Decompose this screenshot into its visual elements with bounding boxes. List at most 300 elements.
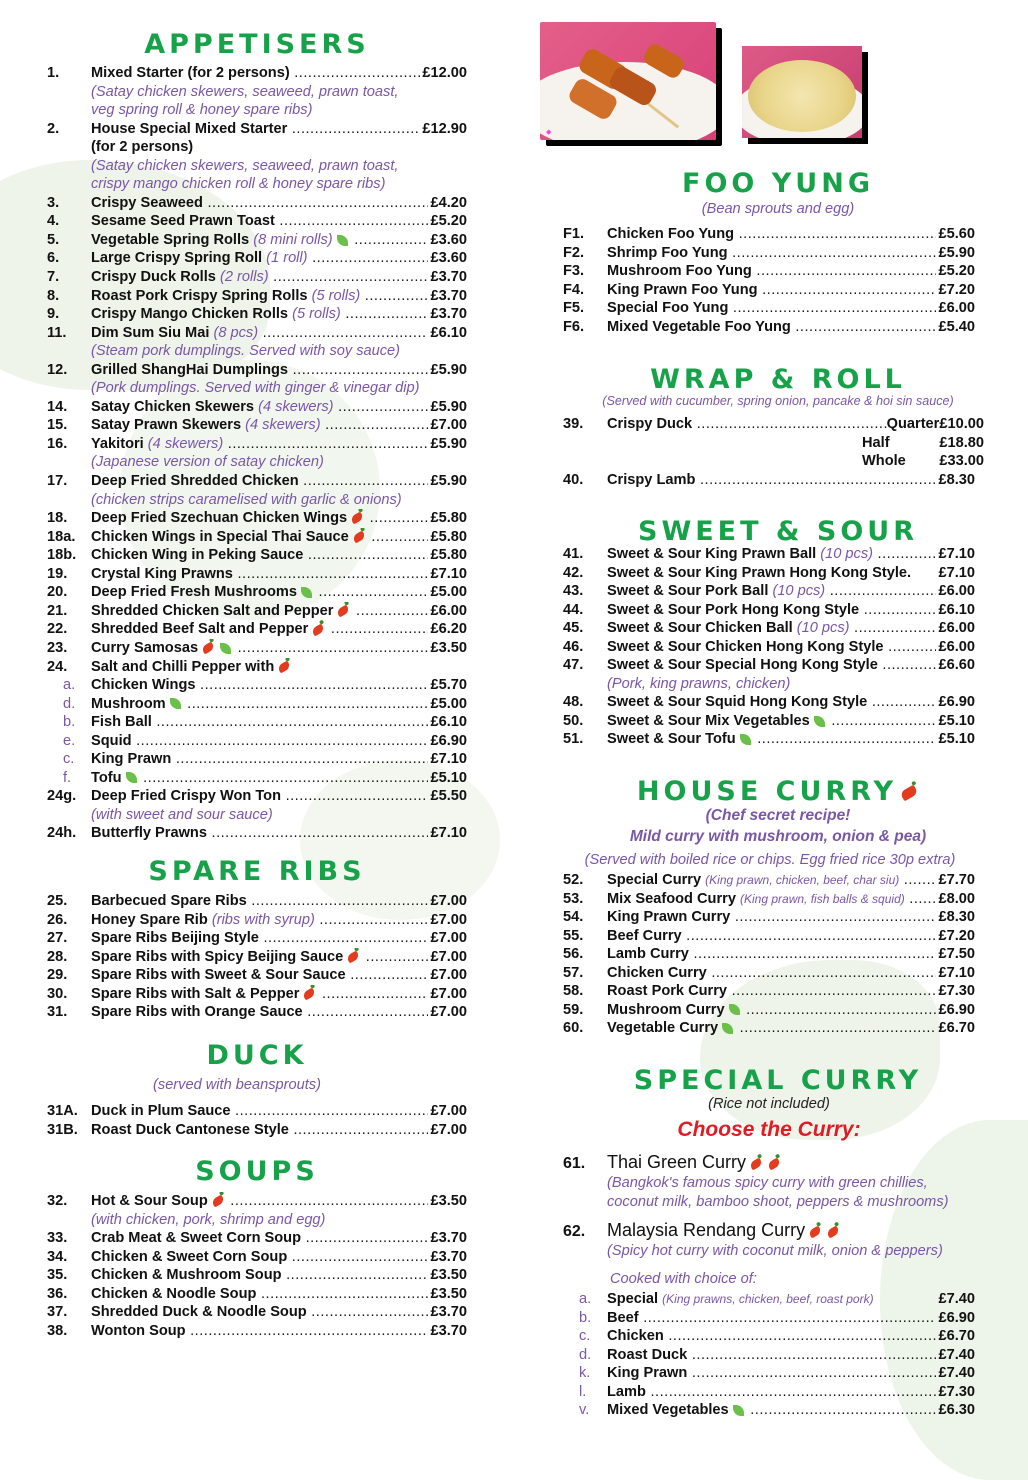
item-name bbox=[91, 1121, 428, 1140]
item-description: (with sweet and sour sauce) bbox=[91, 806, 273, 823]
appetisers-list bbox=[47, 64, 467, 843]
item-number: 46. bbox=[563, 638, 584, 655]
item-description: (Bangkok's famous spicy curry with green chillies, bbox=[607, 1175, 928, 1191]
item-number: 22. bbox=[47, 621, 68, 638]
menu-item bbox=[563, 693, 975, 712]
menu-item bbox=[47, 929, 467, 948]
item-number: 42. bbox=[563, 564, 584, 581]
item-detail: (King prawn, fish balls & squid) bbox=[740, 891, 905, 906]
menu-item bbox=[47, 120, 467, 139]
item-price: £5.20 bbox=[938, 263, 975, 280]
curry-choices-list bbox=[563, 1290, 975, 1420]
item-name bbox=[607, 964, 936, 983]
item-number: 12. bbox=[47, 361, 68, 378]
chili-icon bbox=[302, 987, 316, 1000]
item-number: 54. bbox=[563, 909, 584, 926]
special-curry-note: (Rice not included) bbox=[708, 1096, 830, 1112]
item-description: (Japanese version of satay chicken) bbox=[91, 454, 324, 471]
item-number: F6. bbox=[563, 318, 585, 335]
item-name-text: Shredded Duck & Noodle Soup bbox=[91, 1304, 307, 1321]
item-number: 24g. bbox=[47, 788, 77, 805]
foo-yung-list bbox=[563, 225, 975, 336]
item-price: £6.30 bbox=[938, 1402, 975, 1419]
item-letter: b. bbox=[63, 714, 76, 731]
veg-leaf-icon bbox=[170, 698, 181, 709]
item-name-text: Chicken Foo Yung bbox=[607, 226, 735, 242]
item-name-text: Mushroom bbox=[91, 695, 166, 712]
item-price: £6.00 bbox=[938, 620, 975, 637]
item-price: £5.70 bbox=[430, 677, 467, 694]
item-name bbox=[91, 966, 428, 985]
item-name bbox=[91, 892, 428, 911]
item-number: 31A. bbox=[47, 1103, 78, 1119]
item-price: £8.30 bbox=[938, 909, 975, 926]
item-name bbox=[91, 824, 428, 843]
menu-item bbox=[47, 231, 467, 250]
section-title-foo-yung: FOO YUNG bbox=[682, 168, 874, 199]
item-letter: e. bbox=[63, 732, 76, 749]
item-number: 2. bbox=[47, 120, 60, 137]
item-price: £5.00 bbox=[430, 695, 467, 712]
menu-item bbox=[47, 787, 467, 806]
item-name bbox=[91, 948, 428, 967]
item-name bbox=[607, 318, 936, 337]
choice-label: Cooked with choice of: bbox=[610, 1271, 757, 1287]
item-number: F1. bbox=[563, 226, 585, 242]
item-name bbox=[91, 1003, 428, 1022]
item-price: £6.10 bbox=[938, 601, 975, 618]
item-price: £3.60 bbox=[430, 250, 467, 267]
item-number: 9. bbox=[47, 306, 60, 323]
item-name-text: Special bbox=[607, 1291, 659, 1307]
section-title-duck: DUCK bbox=[206, 1040, 308, 1071]
item-price: £5.10 bbox=[430, 769, 467, 786]
chili-icon bbox=[808, 1226, 822, 1239]
item-name bbox=[607, 890, 936, 909]
item-description: (Pork, king prawns, chicken) bbox=[607, 675, 791, 692]
item-price: £7.40 bbox=[938, 1346, 975, 1363]
item-name: Crispy Lamb ..... bbox=[607, 471, 936, 490]
item-name-text: Chicken Wings in Special Thai Sauce bbox=[91, 528, 349, 545]
menu-item bbox=[47, 658, 467, 677]
item-number: 24. bbox=[47, 658, 68, 675]
menu-item bbox=[563, 1290, 975, 1309]
item-name-text: Mixed Vegetables bbox=[607, 1402, 729, 1419]
item-number: 30. bbox=[47, 985, 68, 1002]
item-number: 27. bbox=[47, 930, 68, 947]
chili-icon bbox=[767, 1158, 781, 1171]
item-number: 20. bbox=[47, 584, 68, 601]
item-name-text: Spare Ribs with Salt & Pepper bbox=[91, 985, 300, 1002]
item-name bbox=[607, 262, 936, 281]
wrap-roll-subtitle: (Served with cucumber, spring onion, pancake & hoi sin sauce) bbox=[602, 394, 954, 408]
item-name-text: Sweet & Sour Pork Ball bbox=[607, 583, 769, 600]
item-price: £6.20 bbox=[430, 621, 467, 638]
item-name-text: Mushroom Foo Yung bbox=[607, 263, 752, 280]
item-name-text: Special Curry bbox=[607, 872, 702, 888]
item-number: 8. bbox=[47, 287, 60, 304]
menu-item bbox=[47, 565, 467, 584]
item-name-text: Crispy Mango Chicken Rolls bbox=[91, 306, 289, 323]
special-curry-item bbox=[563, 1150, 993, 1174]
item-letter: v. bbox=[579, 1402, 590, 1419]
menu-item bbox=[47, 361, 467, 380]
item-price: £7.10 bbox=[430, 825, 467, 842]
section-title-house-curry bbox=[637, 778, 919, 805]
item-name bbox=[607, 927, 936, 946]
item-price: £7.00 bbox=[430, 948, 467, 965]
item-number: 32. bbox=[47, 1193, 68, 1209]
item-number: 18b. bbox=[47, 547, 77, 564]
chili-icon bbox=[350, 512, 364, 525]
item-name bbox=[91, 287, 428, 306]
item-name bbox=[607, 299, 936, 318]
item-number: 58. bbox=[563, 983, 584, 1000]
item-name bbox=[607, 982, 936, 1001]
item-name-text: Duck in Plum Sauce bbox=[91, 1103, 231, 1119]
menu-item bbox=[563, 712, 975, 731]
item-name-text: Roast Duck Cantonese Style bbox=[91, 1121, 289, 1138]
item-name-text: King Prawn Foo Yung bbox=[607, 281, 758, 298]
item-name bbox=[607, 545, 936, 564]
item-name-text: Crab Meat & Sweet Corn Soup bbox=[91, 1230, 302, 1247]
item-description: crispy mango chicken roll & honey spare ribs) bbox=[91, 176, 386, 193]
item-price: £3.50 bbox=[430, 1285, 467, 1302]
item-name bbox=[91, 565, 428, 584]
item-name bbox=[91, 231, 428, 250]
item-name-text: Satay Prawn Skewers bbox=[91, 417, 242, 434]
item-price: £5.80 bbox=[430, 528, 467, 545]
item-detail: (4 skewers) bbox=[258, 398, 334, 415]
menu-item bbox=[47, 1192, 467, 1211]
item-name-text: House Special Mixed Starter bbox=[91, 120, 288, 137]
item-name bbox=[91, 985, 428, 1004]
veg-leaf-icon bbox=[722, 1023, 733, 1034]
item-name bbox=[91, 713, 428, 732]
menu-item bbox=[563, 982, 975, 1001]
menu-item bbox=[563, 871, 975, 890]
item-price: £5.10 bbox=[938, 731, 975, 748]
item-name bbox=[607, 871, 936, 890]
chili-icon bbox=[277, 660, 291, 673]
item-number: 37. bbox=[47, 1304, 68, 1321]
item-name bbox=[91, 676, 428, 695]
item-name bbox=[607, 945, 936, 964]
menu-item bbox=[47, 602, 467, 621]
item-name: Malaysia Rendang Curry bbox=[607, 1220, 806, 1240]
item-name bbox=[607, 281, 936, 300]
item-name-text: Sweet & Sour Chicken Ball bbox=[607, 620, 793, 637]
section-title-soups: SOUPS bbox=[195, 1156, 319, 1187]
item-number: 50. bbox=[563, 712, 584, 729]
item-name-text: Lamb Curry bbox=[607, 946, 689, 963]
item-price: £7.20 bbox=[938, 927, 975, 944]
wrap-roll-list bbox=[563, 415, 984, 489]
item-name-text: Crispy Seaweed bbox=[91, 194, 203, 211]
menu-item bbox=[563, 638, 975, 657]
item-name-text: Spare Ribs Beijing Style bbox=[91, 930, 259, 947]
item-number: 45. bbox=[563, 620, 584, 637]
choose-curry-label: Choose the Curry: bbox=[677, 1118, 861, 1141]
item-name bbox=[91, 658, 467, 677]
item-name-text: Deep Fried Crispy Won Ton bbox=[91, 788, 282, 805]
item-price: £3.70 bbox=[430, 269, 467, 286]
menu-item bbox=[563, 601, 975, 620]
item-number: 11. bbox=[47, 324, 67, 341]
item-name bbox=[607, 1364, 936, 1383]
item-name bbox=[91, 911, 428, 930]
item-number: 36. bbox=[47, 1285, 68, 1302]
item-name bbox=[91, 1285, 428, 1304]
chili-icon bbox=[900, 784, 919, 801]
item-name-text: Yakitori bbox=[91, 435, 144, 452]
item-name-text: Special Foo Yung bbox=[607, 300, 729, 317]
item-name bbox=[91, 324, 428, 343]
item-name-text: Grilled ShangHai Dumplings bbox=[91, 361, 289, 378]
item-number: 52. bbox=[563, 872, 584, 888]
item-name-text: Vegetable Curry bbox=[607, 1020, 719, 1037]
item-name bbox=[91, 305, 428, 324]
item-name bbox=[607, 564, 936, 583]
item-number: 35. bbox=[47, 1267, 68, 1284]
house-curry-note: (Served with boiled rice or chips. Egg fried rice 30p extra) bbox=[584, 852, 956, 868]
item-name bbox=[91, 602, 428, 621]
veg-leaf-icon bbox=[301, 587, 312, 598]
menu-item bbox=[47, 892, 467, 911]
item-number: 61. bbox=[563, 1155, 586, 1172]
item-name-text: King Prawn bbox=[91, 751, 172, 768]
item-number: 47. bbox=[563, 657, 584, 674]
chili-icon bbox=[346, 950, 360, 963]
item-detail: (ribs with syrup) bbox=[211, 911, 315, 928]
menu-item bbox=[47, 212, 467, 231]
item-price: £5.90 bbox=[430, 473, 467, 490]
item-name bbox=[607, 1401, 936, 1420]
menu-item bbox=[47, 1322, 467, 1341]
item-price: £7.50 bbox=[938, 946, 975, 963]
item-name bbox=[607, 693, 936, 712]
item-price: £3.50 bbox=[430, 639, 467, 656]
size-label: Quarter bbox=[886, 416, 940, 432]
item-number: 6. bbox=[47, 250, 60, 267]
item-letter: c. bbox=[63, 751, 75, 768]
item-name-text: Shrimp Foo Yung bbox=[607, 244, 728, 261]
item-price: £18.80 bbox=[939, 434, 984, 451]
item-name-text: Satay Chicken Skewers bbox=[91, 398, 255, 415]
item-price: £5.90 bbox=[938, 244, 975, 261]
item-note: (for 2 persons) bbox=[91, 139, 194, 156]
item-name bbox=[91, 268, 428, 287]
menu-item bbox=[563, 1001, 975, 1020]
item-name-text: Spare Ribs with Spicy Beijing Sauce bbox=[91, 948, 344, 965]
item-name bbox=[91, 1266, 428, 1285]
item-price: £3.70 bbox=[430, 1322, 467, 1339]
item-letter: k. bbox=[579, 1365, 591, 1382]
chili-icon bbox=[311, 623, 325, 636]
item-number: 40. bbox=[563, 471, 584, 488]
item-name bbox=[91, 583, 428, 602]
menu-item bbox=[563, 890, 975, 909]
item-number: 60. bbox=[563, 1020, 584, 1037]
item-name-text: Chicken & Noodle Soup bbox=[91, 1285, 257, 1302]
item-name-text: Crystal King Prawns bbox=[91, 565, 233, 582]
item-price: £8.30 bbox=[938, 471, 975, 488]
item-price: £7.00 bbox=[430, 967, 467, 984]
menu-item bbox=[47, 583, 467, 602]
veg-leaf-icon bbox=[729, 1004, 740, 1015]
item-name: Crispy Duck ..... bbox=[607, 415, 887, 434]
item-number: 1. bbox=[47, 65, 60, 81]
item-description: (with chicken, pork, shrimp and egg) bbox=[91, 1211, 326, 1228]
item-name bbox=[91, 416, 428, 435]
section-title-wrap-roll: WRAP & ROLL bbox=[650, 364, 906, 395]
veg-leaf-icon bbox=[126, 772, 137, 783]
menu-item bbox=[563, 1401, 975, 1420]
section-title-appetisers: APPETISERS bbox=[144, 29, 370, 60]
item-name-text: Sweet & Sour King Prawn Ball bbox=[607, 546, 817, 562]
item-name-text: Squid bbox=[91, 732, 132, 749]
menu-item bbox=[47, 1102, 467, 1121]
house-curry-chef-line: Mild curry with mushroom, onion & pea) bbox=[629, 828, 927, 845]
menu-item bbox=[47, 769, 467, 788]
item-number: F4. bbox=[563, 281, 585, 298]
item-number: 57. bbox=[563, 964, 584, 981]
item-description: veg spring roll & honey spare ribs) bbox=[91, 102, 313, 119]
item-number: 43. bbox=[563, 583, 584, 600]
item-price: £5.80 bbox=[430, 510, 467, 527]
menu-item bbox=[563, 908, 975, 927]
item-detail: (10 pcs) bbox=[796, 620, 850, 637]
item-name-text: Fish Ball bbox=[91, 714, 152, 731]
item-name bbox=[607, 1290, 936, 1309]
item-number: 34. bbox=[47, 1248, 68, 1265]
spare-ribs-list bbox=[47, 892, 467, 1022]
item-number: 31. bbox=[47, 1004, 68, 1021]
item-name-text: Large Crispy Spring Roll bbox=[91, 250, 263, 267]
item-price: £5.90 bbox=[430, 398, 467, 415]
item-name-text: Spare Ribs with Orange Sauce bbox=[91, 1004, 303, 1021]
item-name-text: Hot & Sour Soup bbox=[91, 1193, 208, 1209]
item-number: 28. bbox=[47, 948, 68, 965]
item-price: £5.20 bbox=[430, 213, 467, 230]
item-price: £3.50 bbox=[430, 1267, 467, 1284]
veg-leaf-icon bbox=[814, 716, 825, 727]
item-number: 16. bbox=[47, 435, 68, 452]
item-detail: (10 pcs) bbox=[772, 583, 826, 600]
item-name-text: Sesame Seed Prawn Toast bbox=[91, 213, 275, 230]
item-number: 17. bbox=[47, 473, 68, 490]
item-name bbox=[91, 929, 428, 948]
item-name bbox=[91, 1229, 428, 1248]
item-name bbox=[607, 1327, 936, 1346]
item-name-text: Deep Fried Fresh Mushrooms bbox=[91, 584, 297, 601]
menu-item bbox=[47, 287, 467, 306]
menu-item bbox=[47, 639, 467, 658]
house-curry-title-text: HOUSE CURRY bbox=[636, 776, 898, 807]
menu-item bbox=[563, 1309, 975, 1328]
menu-item bbox=[47, 966, 467, 985]
item-name bbox=[91, 732, 428, 751]
menu-item bbox=[563, 471, 975, 490]
item-letter: b. bbox=[579, 1309, 592, 1326]
item-detail: (King prawn, chicken, beef, char siu) bbox=[705, 873, 900, 887]
size-row bbox=[563, 434, 984, 453]
item-description: (chicken strips caramelised with garlic & onions) bbox=[91, 491, 402, 508]
item-name-text: Shredded Beef Salt and Pepper bbox=[91, 621, 309, 638]
menu-item bbox=[563, 730, 975, 749]
chili-icon bbox=[201, 642, 215, 655]
item-price: £7.10 bbox=[430, 751, 467, 768]
item-price: £10.00 bbox=[939, 416, 984, 432]
menu-item bbox=[563, 318, 975, 337]
item-number: 62. bbox=[563, 1223, 586, 1240]
fried-rice-photo bbox=[742, 46, 862, 138]
item-number: 56. bbox=[563, 946, 584, 963]
menu-item bbox=[47, 1248, 467, 1267]
item-name-text: Dim Sum Siu Mai bbox=[91, 324, 210, 341]
item-number: 48. bbox=[563, 694, 584, 711]
item-number: 5. bbox=[47, 231, 60, 248]
menu-item bbox=[563, 225, 975, 244]
item-price: £7.00 bbox=[430, 911, 467, 928]
item-number: 44. bbox=[563, 601, 584, 618]
satay-skewers-photo: ◆ bbox=[540, 22, 716, 140]
item-number: 39. bbox=[563, 416, 584, 432]
menu-item bbox=[47, 249, 467, 268]
menu-item bbox=[563, 1346, 975, 1365]
item-name-text: Spare Ribs with Sweet & Sour Sauce bbox=[91, 967, 346, 984]
item-price: £7.40 bbox=[938, 1365, 975, 1382]
item-name-text: Chicken & Mushroom Soup bbox=[91, 1267, 282, 1284]
item-price: £3.70 bbox=[430, 306, 467, 323]
menu-item bbox=[47, 676, 467, 695]
item-price: £6.00 bbox=[938, 638, 975, 655]
item-number: 25. bbox=[47, 893, 68, 909]
item-number: 59. bbox=[563, 1001, 584, 1018]
item-name bbox=[607, 1019, 936, 1038]
menu-item bbox=[563, 582, 975, 601]
item-detail: (5 rolls) bbox=[311, 287, 361, 304]
chili-icon bbox=[352, 530, 366, 543]
item-name bbox=[91, 435, 428, 454]
item-name bbox=[607, 225, 936, 244]
item-name-text: Chicken Wings bbox=[91, 677, 196, 694]
item-letter: d. bbox=[63, 695, 76, 712]
menu-item bbox=[563, 299, 975, 318]
item-price: £7.30 bbox=[938, 983, 975, 1000]
item-name bbox=[91, 695, 428, 714]
menu-item bbox=[563, 545, 975, 564]
item-description: coconut milk, bamboo shoot, peppers & mushrooms) bbox=[607, 1193, 949, 1210]
menu-item bbox=[563, 656, 975, 675]
menu-item bbox=[563, 964, 975, 983]
item-name bbox=[91, 1322, 428, 1341]
item-number: 21. bbox=[47, 602, 68, 619]
menu-item bbox=[47, 194, 467, 213]
menu-item bbox=[47, 1229, 467, 1248]
size-label: Half bbox=[862, 434, 890, 451]
item-name-text: Deep Fried Szechuan Chicken Wings bbox=[91, 510, 348, 527]
item-detail: (4 skewers) bbox=[147, 435, 224, 452]
item-name bbox=[91, 787, 428, 806]
item-name bbox=[91, 64, 420, 83]
item-name bbox=[91, 509, 428, 528]
item-price: £5.90 bbox=[430, 435, 467, 452]
item-price: £7.30 bbox=[938, 1383, 975, 1400]
house-curry-chef-line: (Chef secret recipe! bbox=[705, 807, 851, 824]
item-name bbox=[91, 249, 428, 268]
item-name bbox=[91, 361, 428, 380]
